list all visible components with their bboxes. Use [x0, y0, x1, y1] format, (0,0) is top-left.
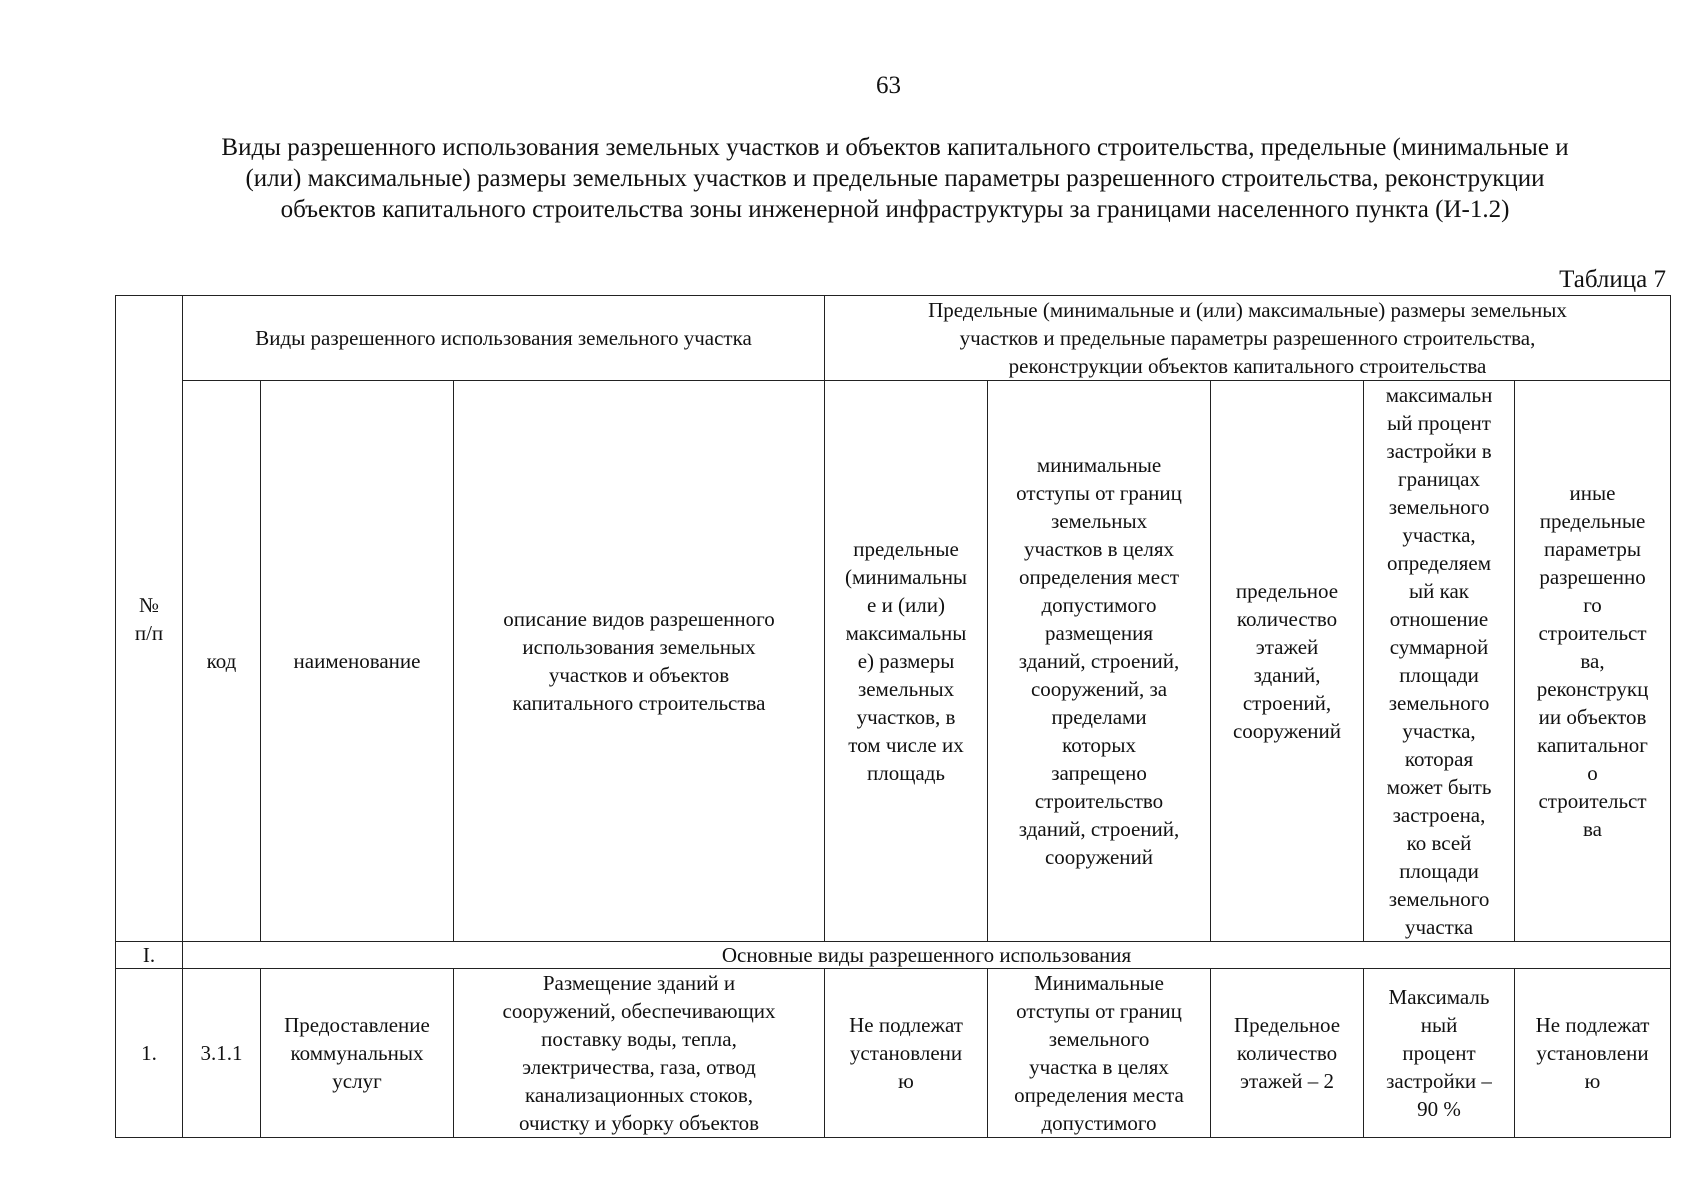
- cell-line: разрешенно: [1539, 565, 1646, 589]
- cell-line: поставку воды, тепла,: [541, 1027, 737, 1051]
- cell-line: допустимого: [1041, 593, 1157, 617]
- cell-line: максимальны: [845, 621, 967, 645]
- cell-line: ный: [1420, 1013, 1458, 1037]
- cell-line: строительство: [1034, 789, 1164, 813]
- cell-line: этажей: [1255, 635, 1319, 659]
- cell-line: описание видов разрешенного: [503, 607, 775, 631]
- cell-line: ый процент: [1387, 411, 1491, 435]
- cell-code: 3.1.1: [183, 969, 261, 1138]
- cell-line: ый как: [1409, 579, 1470, 603]
- cell-line: предельные: [1539, 509, 1646, 533]
- cell-line: участков, в: [856, 705, 956, 729]
- group-header-row: [116, 296, 1671, 381]
- cell-line: Предоставление: [284, 1013, 430, 1037]
- cell-line: электричества, газа, отвод: [522, 1055, 756, 1079]
- cell-num: 1.: [116, 969, 183, 1138]
- cell-line: земельных: [1050, 509, 1148, 533]
- cell-line: отступы от границ: [1016, 999, 1182, 1023]
- header-coverage: [1364, 381, 1515, 942]
- cell-line: реконструкц: [1536, 677, 1649, 701]
- cell-line: запрещено: [1051, 761, 1147, 785]
- cell-line: услуг: [332, 1069, 382, 1093]
- cell-name: [261, 969, 454, 1138]
- cell-line: которых: [1062, 733, 1136, 757]
- cell-line: допустимого: [1041, 1111, 1157, 1135]
- cell-line: земельного: [1388, 691, 1490, 715]
- section-row: [116, 942, 1671, 969]
- cell-line: земельных: [857, 677, 955, 701]
- header-uses-group: Виды разрешенного использования земельного участка: [183, 296, 825, 381]
- cell-line: минимальные: [1036, 453, 1162, 477]
- cell-line: Минимальные: [1034, 971, 1164, 995]
- cell-line: о: [1587, 761, 1598, 785]
- cell-line: участков и объектов: [548, 663, 730, 687]
- cell-line: количество: [1236, 607, 1338, 631]
- cell-line: Не подлежат: [849, 1013, 963, 1037]
- cell-line: определения места: [1014, 1083, 1184, 1107]
- header-text: участков и предельные параметры разрешенного строительства,: [959, 326, 1536, 350]
- cell-line: том числе их: [848, 733, 964, 757]
- table-label: Таблица 7: [1559, 266, 1666, 293]
- cell-line: участков в целях: [1023, 537, 1175, 561]
- cell-description: [454, 969, 825, 1138]
- cell-line: площади: [1399, 663, 1479, 687]
- cell-line: ю: [1584, 1069, 1601, 1093]
- header-text: реконструкции объектов капитального строительства: [1008, 354, 1487, 378]
- cell-line: го: [1583, 593, 1602, 617]
- header-code: [183, 381, 261, 942]
- cell-setbacks: [988, 969, 1211, 1138]
- cell-line: определяем: [1386, 551, 1492, 575]
- cell-line: сооружений, обеспечивающих: [502, 999, 776, 1023]
- page-number: 63: [876, 72, 901, 99]
- cell-line: ко всей: [1406, 831, 1472, 855]
- cell-line: границах: [1398, 467, 1480, 491]
- cell-line: земельного: [1048, 1027, 1150, 1051]
- cell-line: Размещение зданий и: [542, 971, 736, 995]
- cell-line: коммунальных: [290, 1041, 424, 1065]
- cell-floors: [1211, 969, 1364, 1138]
- cell-line: е и (или): [867, 593, 946, 617]
- cell-line: пределами: [1051, 705, 1147, 729]
- cell-line: может быть: [1386, 775, 1492, 799]
- cell-line: 90 %: [1417, 1097, 1461, 1121]
- zoning-table: [115, 295, 1671, 1138]
- column-header-row: [116, 381, 1671, 942]
- cell-line: установлени: [849, 1041, 963, 1065]
- cell-line: участка,: [1402, 523, 1476, 547]
- header-text: №: [138, 592, 160, 617]
- cell-line: Максималь: [1388, 985, 1490, 1009]
- cell-line: ии объектов: [1538, 705, 1647, 729]
- cell-line: которая: [1404, 747, 1474, 771]
- header-other: [1515, 381, 1671, 942]
- cell-line: установлени: [1536, 1041, 1649, 1065]
- cell-coverage: [1364, 969, 1515, 1138]
- title-line: Виды разрешенного использования земельных участков и объектов капитального строительства, предельные (минимальные и: [221, 134, 1569, 161]
- cell-line: отступы от границ: [1016, 481, 1182, 505]
- cell-line: наименование: [293, 649, 421, 673]
- cell-line: участка: [1404, 915, 1474, 939]
- cell-line: капитальног: [1537, 733, 1648, 757]
- cell-line: Предельное: [1233, 1013, 1341, 1037]
- cell-line: ю: [898, 1069, 914, 1093]
- cell-line: предельные: [853, 537, 959, 561]
- cell-line: сооружений, за: [1030, 677, 1168, 701]
- cell-line: застройки в: [1386, 439, 1492, 463]
- cell-line: количество: [1236, 1041, 1338, 1065]
- cell-line: капитального строительства: [512, 691, 766, 715]
- cell-line: сооружений: [1044, 845, 1154, 869]
- title-line: объектов капитального строительства зоны инженерной инфраструктуры за границами населенного пункта (И-1.2): [280, 196, 1510, 223]
- cell-line: процент: [1402, 1041, 1476, 1065]
- cell-line: строительст: [1538, 621, 1647, 645]
- header-text: п/п: [134, 620, 164, 645]
- title-line: (или) максимальные) размеры земельных участков и предельные параметры разрешенного строительства, реконструкции: [245, 165, 1545, 192]
- cell-line: земельного: [1388, 495, 1490, 519]
- cell-line: участка,: [1402, 719, 1476, 743]
- cell-line: строений,: [1242, 691, 1332, 715]
- section-title: Основные виды разрешенного использования: [183, 942, 1671, 969]
- table-row: [116, 969, 1671, 1138]
- header-setbacks: [988, 381, 1211, 942]
- header-limits-group: [825, 296, 1671, 381]
- section-num: I.: [116, 942, 183, 969]
- cell-line: ва: [1583, 817, 1602, 841]
- cell-line: ва,: [1580, 649, 1605, 673]
- cell-line: отношение: [1389, 607, 1489, 631]
- cell-line: зданий, строений,: [1018, 817, 1180, 841]
- header-name: [261, 381, 454, 942]
- document-title: [110, 132, 1680, 225]
- cell-line: этажей – 2: [1239, 1069, 1335, 1093]
- cell-line: код: [206, 649, 237, 673]
- header-text: Предельные (минимальные и (или) максимальные) размеры земельных: [928, 298, 1567, 322]
- cell-line: канализационных стоков,: [524, 1083, 754, 1107]
- cell-line: использования земельных: [522, 635, 756, 659]
- cell-line: застроена,: [1392, 803, 1486, 827]
- cell-line: суммарной: [1389, 635, 1489, 659]
- cell-line: очистку и уборку объектов: [518, 1111, 760, 1135]
- cell-line: площади: [1399, 859, 1479, 883]
- cell-line: земельного: [1388, 887, 1490, 911]
- cell-line: Не подлежат: [1535, 1013, 1650, 1037]
- header-num: [116, 296, 183, 942]
- cell-line: площадь: [867, 761, 945, 785]
- cell-line: участка в целях: [1029, 1055, 1169, 1079]
- cell-line: (минимальны: [844, 565, 968, 589]
- cell-line: определения мест: [1018, 565, 1180, 589]
- cell-line: зданий,: [1253, 663, 1321, 687]
- header-description: [454, 381, 825, 942]
- header-floors: [1211, 381, 1364, 942]
- cell-line: зданий, строений,: [1018, 649, 1180, 673]
- cell-line: предельное: [1235, 579, 1339, 603]
- cell-line: строительст: [1538, 789, 1647, 813]
- cell-line: е) размеры: [857, 649, 955, 673]
- cell-line: параметры: [1543, 537, 1642, 561]
- cell-line: сооружений: [1232, 719, 1342, 743]
- cell-line: застройки –: [1386, 1069, 1492, 1093]
- cell-size: [825, 969, 988, 1138]
- cell-other: [1515, 969, 1671, 1138]
- header-size: [825, 381, 988, 942]
- cell-line: иные: [1569, 481, 1616, 505]
- cell-line: максимальн: [1385, 383, 1493, 407]
- cell-line: размещения: [1044, 621, 1154, 645]
